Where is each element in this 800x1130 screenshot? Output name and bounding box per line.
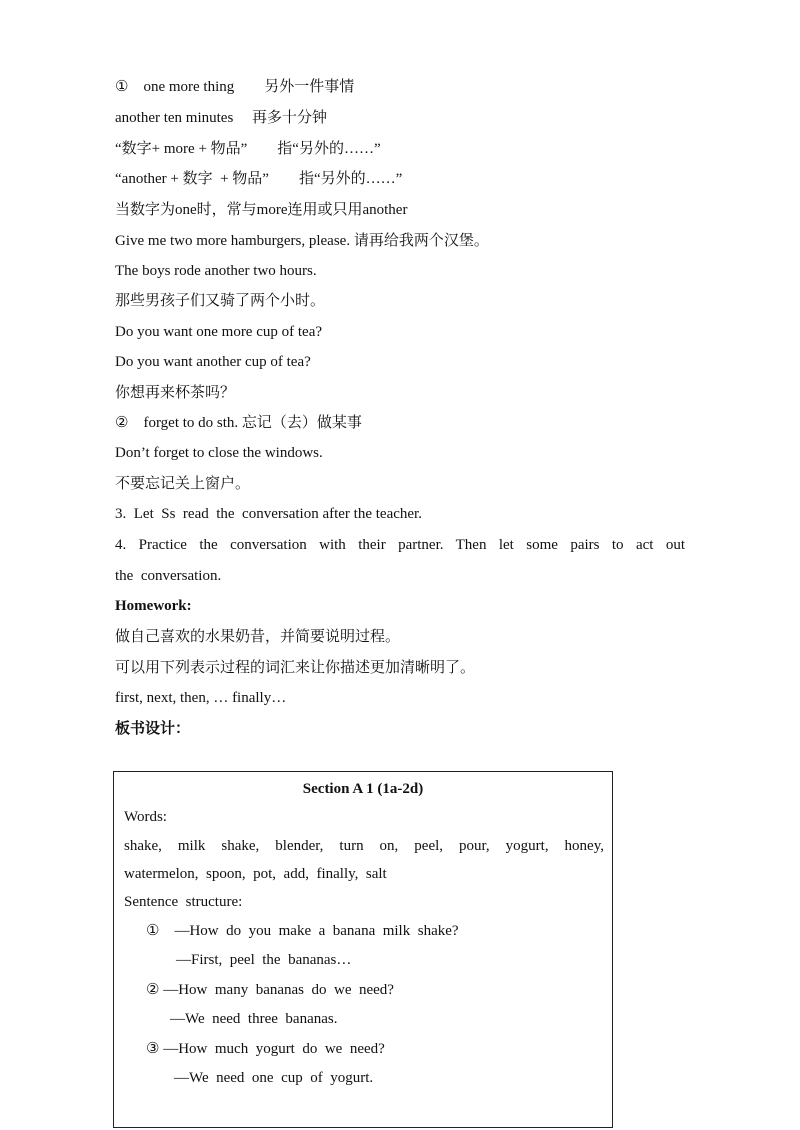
homework-task: 做自己喜欢的水果奶昔，并简要说明过程。 xyxy=(115,629,401,645)
step-4-continuation: the conversation. xyxy=(115,568,222,584)
sequence-words: first, next, then, … finally… xyxy=(115,690,287,706)
structure-3-answer: —We need one cup of yogurt. xyxy=(174,1070,374,1086)
structure-1-question: ① —How do you make a banana milk shake? xyxy=(146,923,459,939)
structure-label: Sentence structure: xyxy=(124,894,243,910)
note-line-usage-rule: 当数字为one时，常与more连用或只用another xyxy=(115,202,408,218)
step-4: 4. Practice the conversation with their partner. Then let some pairs to act out xyxy=(115,537,685,553)
note-line-number-more-pattern: “数字+ more + 物品” 指“另外的……” xyxy=(115,141,381,157)
example-translation: 那些男孩子们又骑了两个小时。 xyxy=(115,293,326,309)
homework-heading: Homework: xyxy=(115,598,192,614)
board-design-heading: 板书设计： xyxy=(115,721,191,737)
example-sentence: The boys rode another two hours. xyxy=(115,263,317,279)
board-design-box xyxy=(113,771,613,1128)
example-sentence: Do you want one more cup of tea? xyxy=(115,324,323,340)
example-translation: 你想再来杯茶吗？ xyxy=(115,385,236,401)
structure-3-question: ③ —How much yogurt do we need? xyxy=(146,1041,385,1057)
step-3: 3. Let Ss read the conversation after the teacher. xyxy=(115,506,422,522)
note-line-another-ten-minutes: another ten minutes 再多十分钟 xyxy=(115,110,328,126)
homework-hint: 可以用下列表示过程的词汇来让你描述更加清晰明了。 xyxy=(115,660,476,676)
note-line-one-more-thing: ① one more thing 另外一件事情 xyxy=(115,79,355,95)
board-title: Section A 1 (1a-2d) xyxy=(302,781,424,797)
structure-1-answer: —First, peel the bananas… xyxy=(176,952,352,968)
note-line-another-number-pattern: “another + 数字 + 物品” 指“另外的……” xyxy=(115,171,403,187)
words-label: Words: xyxy=(124,809,167,825)
structure-2-question: ② —How many bananas do we need? xyxy=(146,982,394,998)
example-sentence: Don’t forget to close the windows. xyxy=(115,445,323,461)
words-list-line-2: watermelon, spoon, pot, add, finally, salt xyxy=(124,866,387,882)
example-sentence: Do you want another cup of tea? xyxy=(115,354,311,370)
words-list-line-1: shake, milk shake, blender, turn on, peel, pour, yogurt, honey, xyxy=(124,838,604,854)
example-translation: 不要忘记关上窗户。 xyxy=(115,476,251,492)
note-line-forget-to-do: ② forget to do sth. 忘记（去）做某事 xyxy=(115,415,362,431)
example-sentence: Give me two more hamburgers, please. 请再给我两个汉堡。 xyxy=(115,233,489,249)
structure-2-answer: —We need three bananas. xyxy=(170,1011,338,1027)
